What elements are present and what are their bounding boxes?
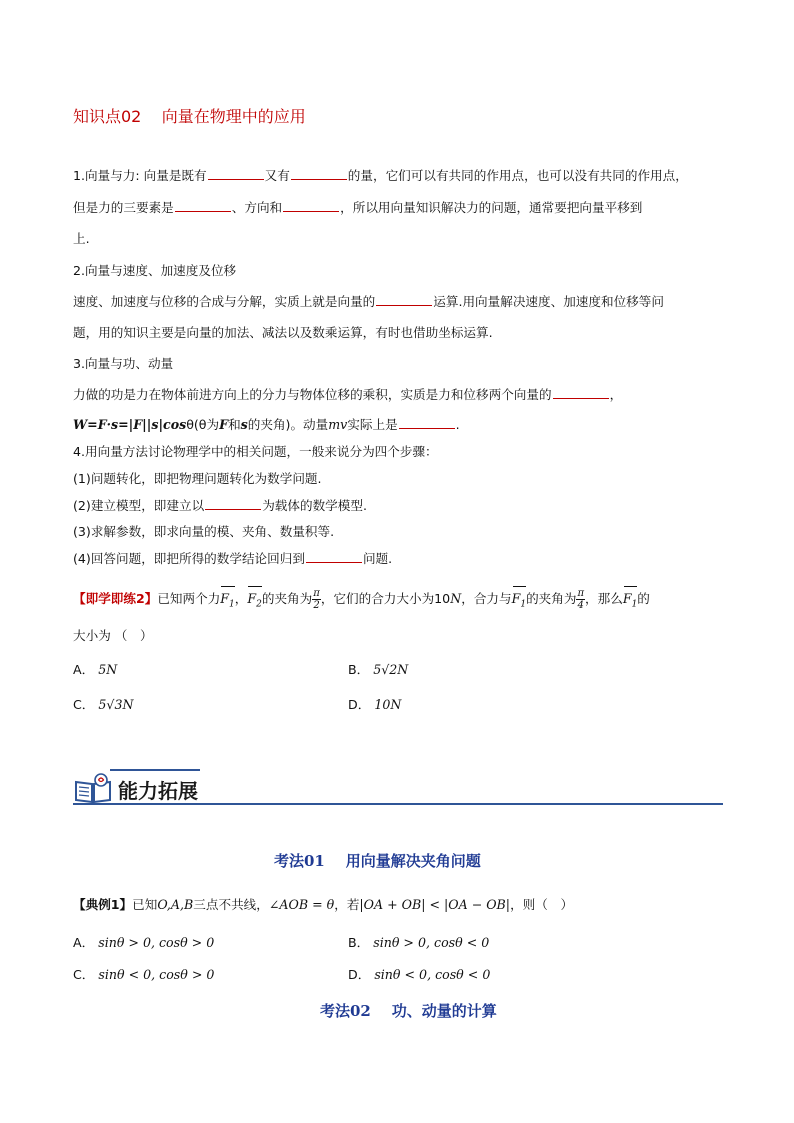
divider	[110, 769, 200, 771]
blank[interactable]	[283, 199, 339, 212]
section-title: 能力拓展	[118, 779, 198, 803]
option-b[interactable]: B． 5√2N	[348, 662, 409, 677]
item1-line2: 但是力的三要素是 、方向和 ，所以用向量知识解决力的问题，通常要把向量平移到	[73, 200, 643, 215]
fraction-pi-over-2: $\frac{\pi}{2}$	[313, 588, 320, 611]
option-c[interactable]: C． sinθ < 0, cosθ > 0	[73, 967, 215, 982]
knowledge-point-heading: 知识点02 向量在物理中的应用	[73, 107, 306, 126]
step-3: (3)求解参数，即求向量的模、夹角、数量积等.	[73, 524, 335, 539]
example-question: 【典例1】已知O,A,B三点不共线，∠AOB = θ，若|OA + OB| < |OA − OB|，则（ ）	[73, 897, 574, 912]
blank[interactable]	[291, 167, 347, 180]
step-2: (2)建立模型，即建立以 为载体的数学模型.	[73, 498, 367, 513]
item2-line1: 速度、加速度与位移的合成与分解，实质上就是向量的 运算.用向量解决速度、加速度和位移等问	[73, 294, 664, 309]
option-a[interactable]: A． sinθ > 0, cosθ > 0	[73, 935, 215, 950]
book-icon	[73, 772, 113, 804]
step-1: (1)问题转化，即把物理问题转化为数学问题.	[73, 471, 322, 486]
blank[interactable]	[208, 167, 264, 180]
vector-f2: $F_2$	[247, 588, 261, 616]
item2-line2: 题，用的知识主要是向量的加法、减法以及数乘运算，有时也借助坐标运算.	[73, 325, 493, 340]
practice-question: 【即学即练2】已知两个力$F_1$，$F_2$的夹角为 $\frac{\pi}{2}$ ，它们的合力大小为10N，合力与$F_1$的夹角为 $\frac{\pi}{4}$ ，那么$F_1$的	[73, 588, 650, 616]
blank[interactable]	[399, 416, 455, 429]
vector-f1: $F_1$	[220, 588, 234, 616]
fraction-pi-over-4: $\frac{\pi}{4}$	[577, 588, 585, 611]
blank[interactable]	[306, 550, 362, 563]
item1-line3: 上.	[73, 231, 90, 246]
option-d[interactable]: D． sinθ < 0, cosθ < 0	[348, 967, 491, 982]
item3-title: 3.向量与功、动量	[73, 356, 174, 371]
option-c[interactable]: C． 5√3N	[73, 697, 134, 712]
item2-title: 2.向量与速度、加速度及位移	[73, 263, 237, 278]
method-heading: 考法01 用向量解决夹角问题	[274, 852, 481, 870]
step-4: (4)回答问题，即把所得的数学结论回归到 问题.	[73, 551, 393, 566]
item3-line1: 力做的功是力在物体前进方向上的分力与物体位移的乘积，实质是力和位移两个向量的 ，	[73, 387, 623, 402]
item1-line1: 1.向量与力: 向量是既有 又有 的量，它们可以有共同的作用点，也可以没有共同的作用点，	[73, 168, 688, 183]
option-b[interactable]: B． sinθ > 0, cosθ < 0	[348, 935, 490, 950]
vector-f1: $F_1$	[512, 588, 526, 616]
practice-question-line2: 大小为 （ ）	[73, 628, 153, 643]
option-d[interactable]: D． 10N	[348, 697, 402, 712]
vector-f1: $F_1$	[623, 588, 637, 616]
option-a[interactable]: A． 5N	[73, 662, 118, 677]
section-rule	[73, 803, 723, 805]
blank[interactable]	[376, 293, 432, 306]
blank[interactable]	[553, 386, 609, 399]
blank[interactable]	[205, 497, 261, 510]
item4-title: 4.用向量方法讨论物理学中的相关问题，一般来说分为四个步骤：	[73, 444, 438, 459]
blank[interactable]	[175, 199, 231, 212]
item3-line2: W=F·s=|F||s|cosθ(θ为F和s的夹角)。动量mv实际上是 .	[73, 417, 460, 432]
method-heading: 考法02 功、动量的计算	[320, 1002, 497, 1020]
